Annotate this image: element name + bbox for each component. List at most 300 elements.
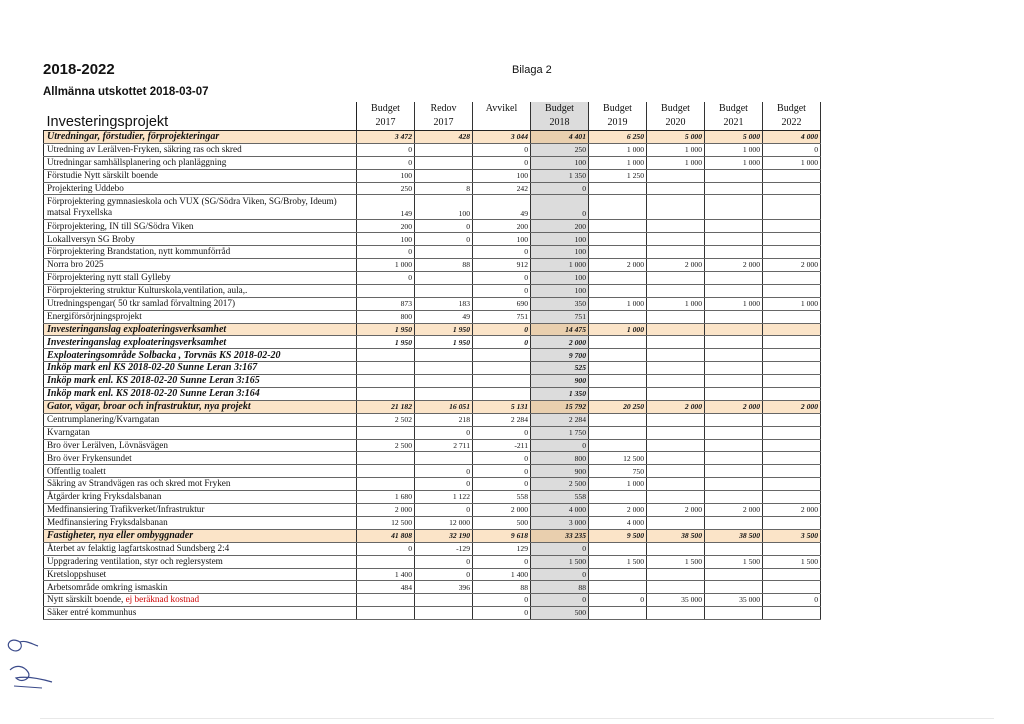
value-cell	[705, 542, 763, 555]
value-cell	[589, 272, 647, 285]
value-cell	[705, 220, 763, 233]
value-cell: 350	[531, 297, 589, 310]
value-cell: 0	[473, 555, 531, 568]
value-cell: 88	[473, 581, 531, 594]
value-cell: 1 500	[647, 555, 705, 568]
table-row	[44, 182, 821, 195]
value-cell: 1 750	[531, 426, 589, 439]
table-row	[44, 413, 821, 426]
row-label-text: Inköp mark enl KS 2018-02-20 Sunne Leran 3:167	[47, 362, 258, 374]
value-cell	[763, 310, 821, 323]
category-row	[44, 529, 821, 542]
row-label-text: Säkring av Strandvägen ras och skred mot Fryken	[47, 478, 231, 489]
value-cell	[705, 478, 763, 491]
table-row	[44, 233, 821, 246]
row-label-text: Förprojektering nytt stall Gylleby	[47, 272, 171, 283]
value-cell	[415, 349, 473, 362]
col-head-top: Budget	[589, 102, 647, 115]
value-cell: 100	[531, 233, 589, 246]
cost-note: ej beräknad kostnad	[123, 594, 200, 605]
value-cell: 0	[763, 594, 821, 607]
table-row	[44, 195, 821, 220]
value-cell	[763, 439, 821, 452]
value-cell: 484	[357, 581, 415, 594]
value-cell	[357, 478, 415, 491]
value-cell: 2 000	[647, 504, 705, 517]
value-cell: 0	[415, 555, 473, 568]
value-cell: 558	[473, 491, 531, 504]
value-cell: 1 000	[763, 297, 821, 310]
value-cell: 1 950	[415, 336, 473, 349]
row-label-text: Bro över Lerälven, Lövnäsvägen	[47, 439, 168, 450]
value-cell	[705, 516, 763, 529]
handwritten-initials	[2, 628, 62, 698]
value-cell	[357, 555, 415, 568]
value-cell: 2 000	[763, 259, 821, 272]
table-row	[44, 491, 821, 504]
value-cell	[705, 568, 763, 581]
value-cell	[589, 607, 647, 620]
subcategory-row	[44, 336, 821, 349]
value-cell: 6 250	[589, 131, 647, 144]
row-label-text: Lokallversyn SG Broby	[47, 233, 135, 244]
value-cell: 21 182	[357, 400, 415, 413]
value-cell	[589, 233, 647, 246]
value-cell: 2 284	[473, 413, 531, 426]
value-cell: 9 700	[531, 349, 589, 362]
row-label	[44, 581, 357, 594]
value-cell: 0	[415, 478, 473, 491]
row-label-text: Projektering Uddebo	[47, 182, 124, 193]
value-cell	[763, 542, 821, 555]
value-cell	[647, 607, 705, 620]
value-cell	[589, 336, 647, 349]
value-cell	[647, 349, 705, 362]
value-cell: 2 000	[705, 259, 763, 272]
value-cell: 38 500	[647, 529, 705, 542]
row-label	[44, 542, 357, 555]
value-cell	[647, 413, 705, 426]
value-cell	[357, 375, 415, 388]
value-cell	[647, 220, 705, 233]
row-label-text: Utredningar samhällsplanering och planläggning	[47, 156, 227, 167]
value-cell	[763, 426, 821, 439]
value-cell: 2 500	[357, 439, 415, 452]
value-cell	[589, 310, 647, 323]
value-cell	[357, 284, 415, 297]
value-cell	[763, 272, 821, 285]
table-row	[44, 555, 821, 568]
value-cell: 38 500	[705, 529, 763, 542]
value-cell: 49	[473, 195, 531, 220]
col-head-top: Redov	[415, 102, 473, 115]
value-cell: 200	[473, 220, 531, 233]
value-cell: 2 711	[415, 439, 473, 452]
value-cell	[705, 310, 763, 323]
value-cell: 100	[415, 195, 473, 220]
value-cell: 0	[473, 607, 531, 620]
category-row	[44, 400, 821, 413]
table-row	[44, 220, 821, 233]
value-cell: 0	[473, 246, 531, 259]
table-row	[44, 426, 821, 439]
value-cell: 250	[357, 182, 415, 195]
value-cell	[589, 375, 647, 388]
col-head-top: Avvikel	[473, 102, 531, 115]
header-row-bottom	[44, 115, 821, 131]
value-cell	[763, 607, 821, 620]
table-row	[44, 259, 821, 272]
value-cell: 12 500	[589, 452, 647, 465]
value-cell	[415, 607, 473, 620]
value-cell: 49	[415, 310, 473, 323]
value-cell	[705, 233, 763, 246]
value-cell: 3 472	[357, 131, 415, 144]
value-cell: 0	[473, 465, 531, 478]
value-cell	[647, 182, 705, 195]
table-row	[44, 465, 821, 478]
row-label	[44, 246, 357, 259]
col-head-top: Budget	[705, 102, 763, 115]
value-cell: 900	[531, 465, 589, 478]
value-cell: 2 000	[357, 504, 415, 517]
value-cell: 2 000	[473, 504, 531, 517]
value-cell	[763, 478, 821, 491]
value-cell: 0	[415, 568, 473, 581]
value-cell: 2 000	[705, 504, 763, 517]
value-cell	[705, 336, 763, 349]
value-cell: 100	[357, 233, 415, 246]
value-cell: 0	[531, 182, 589, 195]
value-cell: 0	[473, 426, 531, 439]
subcategory-row	[44, 388, 821, 401]
value-cell	[705, 195, 763, 220]
value-cell: 0	[357, 143, 415, 156]
value-cell	[589, 220, 647, 233]
value-cell	[589, 491, 647, 504]
value-cell	[705, 465, 763, 478]
value-cell: 100	[473, 233, 531, 246]
value-cell: 428	[415, 131, 473, 144]
table-row	[44, 143, 821, 156]
value-cell: 912	[473, 259, 531, 272]
row-label	[44, 516, 357, 529]
value-cell	[763, 220, 821, 233]
subcategory-row	[44, 362, 821, 375]
value-cell	[705, 581, 763, 594]
col-head-top: Budget	[357, 102, 415, 115]
value-cell	[647, 426, 705, 439]
value-cell: 4 000	[589, 516, 647, 529]
value-cell: 12 000	[415, 516, 473, 529]
value-cell	[647, 336, 705, 349]
value-cell	[415, 143, 473, 156]
value-cell	[705, 323, 763, 336]
value-cell	[589, 439, 647, 452]
value-cell	[647, 375, 705, 388]
table-row	[44, 156, 821, 169]
value-cell	[647, 310, 705, 323]
value-cell	[589, 349, 647, 362]
value-cell: 873	[357, 297, 415, 310]
row-label	[44, 478, 357, 491]
value-cell: 9 618	[473, 529, 531, 542]
header-row-top	[44, 102, 821, 115]
col-head-top: Budget	[763, 102, 821, 115]
value-cell: 12 500	[357, 516, 415, 529]
value-cell	[705, 284, 763, 297]
table-row	[44, 478, 821, 491]
value-cell	[647, 465, 705, 478]
value-cell	[357, 362, 415, 375]
value-cell	[763, 581, 821, 594]
row-label-text: Förstudie Nytt särskilt boende	[47, 169, 159, 180]
value-cell: 33 235	[531, 529, 589, 542]
value-cell	[647, 362, 705, 375]
value-cell	[647, 323, 705, 336]
value-cell	[763, 246, 821, 259]
value-cell	[647, 568, 705, 581]
row-label	[44, 233, 357, 246]
value-cell: 0	[473, 336, 531, 349]
value-cell: -211	[473, 439, 531, 452]
value-cell: 1 000	[589, 143, 647, 156]
row-label-text: Centrumplanering/Kvarngatan	[47, 414, 160, 424]
table-row	[44, 581, 821, 594]
value-cell: 1 000	[705, 143, 763, 156]
row-label	[44, 362, 357, 375]
value-cell	[589, 581, 647, 594]
row-label	[44, 259, 357, 272]
value-cell: 14 475	[531, 323, 589, 336]
value-cell	[763, 413, 821, 426]
value-cell: 1 000	[589, 478, 647, 491]
table-row	[44, 284, 821, 297]
value-cell	[705, 452, 763, 465]
value-cell: 35 000	[705, 594, 763, 607]
row-label	[44, 272, 357, 285]
value-cell: 3 500	[763, 529, 821, 542]
value-cell: 0	[473, 478, 531, 491]
subcategory-row	[44, 349, 821, 362]
value-cell: 1 122	[415, 491, 473, 504]
value-cell	[473, 362, 531, 375]
row-label	[44, 284, 357, 297]
value-cell	[357, 607, 415, 620]
value-cell	[589, 388, 647, 401]
col-head-year: 2017	[357, 115, 415, 131]
value-cell	[705, 375, 763, 388]
table-body	[44, 102, 821, 620]
row-label-text: Säker entré kommunhus	[47, 607, 137, 618]
value-cell	[415, 246, 473, 259]
value-cell: 800	[357, 310, 415, 323]
value-cell: 88	[531, 581, 589, 594]
row-label	[44, 182, 357, 195]
value-cell: 1 000	[647, 297, 705, 310]
value-cell: 0	[473, 272, 531, 285]
value-cell: 1 350	[531, 388, 589, 401]
value-cell: 0	[415, 220, 473, 233]
value-cell	[763, 169, 821, 182]
value-cell: 35 000	[647, 594, 705, 607]
value-cell: 200	[357, 220, 415, 233]
row-label-text: Åtgärder kring Fryksdalsbanan	[47, 491, 162, 502]
value-cell: 0	[357, 542, 415, 555]
category-row	[44, 323, 821, 336]
value-cell	[763, 195, 821, 220]
value-cell: 1 000	[647, 143, 705, 156]
report-title: 2018-2022	[43, 61, 115, 78]
value-cell: 750	[589, 465, 647, 478]
row-label-text: Norra bro 2025	[47, 259, 104, 270]
value-cell: 0	[763, 143, 821, 156]
table-title: Investeringsprojekt	[44, 115, 357, 131]
value-cell	[647, 581, 705, 594]
value-cell: 15 792	[531, 400, 589, 413]
value-cell: 0	[415, 233, 473, 246]
table-row	[44, 542, 821, 555]
value-cell: 1 400	[357, 568, 415, 581]
scan-edge	[40, 718, 994, 719]
value-cell: 500	[531, 607, 589, 620]
row-label-text: Förprojektering, IN till SG/Södra Viken	[47, 220, 194, 231]
row-label	[44, 310, 357, 323]
value-cell: 1 500	[705, 555, 763, 568]
row-label-text: Förprojektering Brandstation, nytt kommunförråd	[47, 246, 231, 257]
row-label	[44, 400, 357, 413]
row-label-text: Utredningspengar( 50 tkr samlad förvaltning 2017)	[47, 297, 236, 308]
value-cell	[357, 426, 415, 439]
value-cell: 1 000	[763, 156, 821, 169]
value-cell: 0	[531, 542, 589, 555]
table-row	[44, 568, 821, 581]
value-cell	[589, 195, 647, 220]
value-cell: 1 950	[357, 323, 415, 336]
table-row	[44, 504, 821, 517]
value-cell: 100	[531, 246, 589, 259]
appendix-label: Bilaga 2	[512, 64, 552, 76]
value-cell: 1 000	[705, 156, 763, 169]
value-cell	[647, 246, 705, 259]
table-row	[44, 272, 821, 285]
value-cell	[705, 272, 763, 285]
category-row	[44, 131, 821, 144]
value-cell	[415, 272, 473, 285]
value-cell: 396	[415, 581, 473, 594]
row-label	[44, 220, 357, 233]
value-cell	[705, 426, 763, 439]
row-label	[44, 504, 357, 517]
header-spacer	[44, 102, 357, 115]
row-label	[44, 607, 357, 620]
value-cell: 2 000	[531, 336, 589, 349]
value-cell	[647, 195, 705, 220]
value-cell	[763, 452, 821, 465]
value-cell: 41 808	[357, 529, 415, 542]
row-label-text: Utredning av Lerälven-Fryken, säkring ras och skred	[47, 144, 242, 155]
subcategory-row	[44, 375, 821, 388]
value-cell	[473, 388, 531, 401]
value-cell: 900	[531, 375, 589, 388]
row-label	[44, 349, 357, 362]
row-label-text: Arbetsområde omkring ismaskin	[47, 581, 168, 592]
col-head-year: 2018	[531, 115, 589, 131]
value-cell	[589, 413, 647, 426]
value-cell	[589, 426, 647, 439]
value-cell	[763, 388, 821, 401]
value-cell: 0	[473, 323, 531, 336]
value-cell	[763, 491, 821, 504]
value-cell	[763, 284, 821, 297]
value-cell: 2 500	[531, 478, 589, 491]
row-label-text: Nytt särskilt boende,	[47, 594, 124, 605]
investment-table	[43, 102, 821, 620]
table-row	[44, 594, 821, 607]
row-label	[44, 143, 357, 156]
row-label	[44, 323, 357, 336]
value-cell: 1 350	[531, 169, 589, 182]
value-cell: 1 000	[705, 297, 763, 310]
value-cell	[705, 388, 763, 401]
value-cell: 100	[473, 169, 531, 182]
value-cell: 0	[473, 156, 531, 169]
value-cell: 5 131	[473, 400, 531, 413]
value-cell: 2 284	[531, 413, 589, 426]
row-label	[44, 131, 357, 144]
value-cell	[763, 516, 821, 529]
value-cell: 0	[357, 246, 415, 259]
value-cell: 2 502	[357, 413, 415, 426]
row-label-text: Förprojektering gymnasieskola och VUX (SG/Södra Viken, SG/Broby, Ideum) matsal Fryxellska	[47, 196, 337, 218]
row-label	[44, 465, 357, 478]
value-cell: 4 000	[531, 504, 589, 517]
row-label-text: Fastigheter, nya eller ombyggnader	[47, 530, 194, 542]
row-label-text: Kvarngatan	[47, 426, 90, 437]
value-cell: 8	[415, 182, 473, 195]
value-cell: 4 401	[531, 131, 589, 144]
value-cell: 242	[473, 182, 531, 195]
value-cell	[357, 452, 415, 465]
value-cell	[647, 272, 705, 285]
row-label	[44, 413, 357, 426]
col-head-year: 2021	[705, 115, 763, 131]
value-cell	[647, 284, 705, 297]
value-cell: 100	[531, 284, 589, 297]
value-cell: 32 190	[415, 529, 473, 542]
row-label	[44, 529, 357, 542]
value-cell: 558	[531, 491, 589, 504]
value-cell: 0	[531, 568, 589, 581]
value-cell: 2 000	[763, 400, 821, 413]
value-cell	[647, 439, 705, 452]
value-cell: 2 000	[647, 259, 705, 272]
table-row	[44, 439, 821, 452]
value-cell: 100	[531, 156, 589, 169]
value-cell	[647, 233, 705, 246]
value-cell	[589, 362, 647, 375]
value-cell	[705, 491, 763, 504]
table-row	[44, 310, 821, 323]
value-cell: 1 950	[415, 323, 473, 336]
value-cell: 690	[473, 297, 531, 310]
value-cell: 218	[415, 413, 473, 426]
value-cell	[647, 516, 705, 529]
value-cell	[705, 413, 763, 426]
value-cell: 88	[415, 259, 473, 272]
value-cell	[763, 349, 821, 362]
value-cell: 200	[531, 220, 589, 233]
